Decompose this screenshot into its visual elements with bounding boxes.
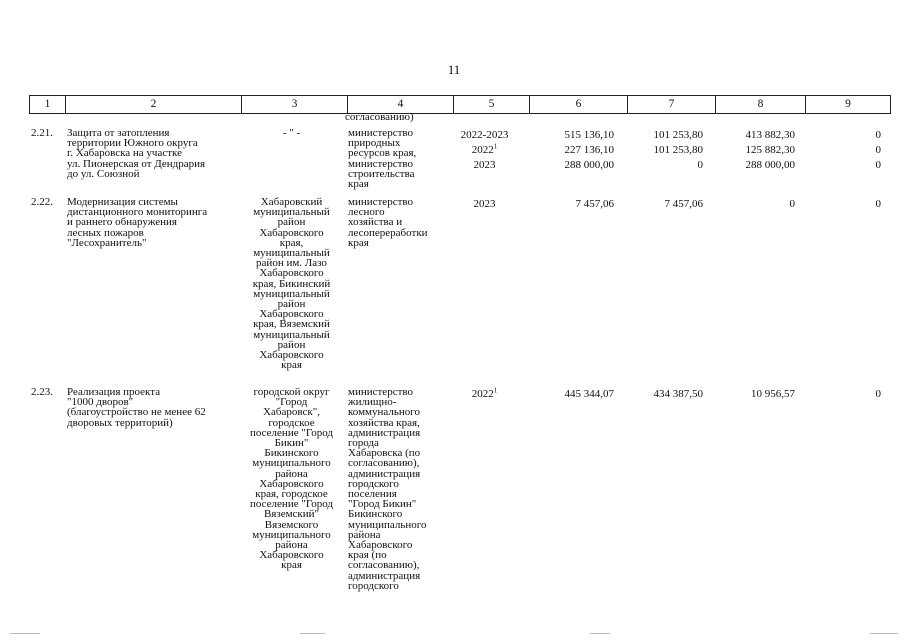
row-years: 2022-2023 2022$^1$ 2023: [460, 129, 509, 171]
row-col8: 10 956,57: [751, 388, 795, 400]
row-name: Модернизация системы дистанционного мониторинга и раннего обнаружения лесных пожаров "Лесохранитель": [67, 196, 208, 249]
header-col-1: 1: [30, 96, 66, 114]
row-number: 2.23.: [31, 386, 53, 398]
header-col-7: 7: [628, 96, 716, 114]
row-name: Реализация проекта "1000 дворов" (благоустройство не менее 62 дворовых территорий): [67, 386, 206, 429]
row-col9: 0: [875, 198, 881, 210]
row-col9: 0: [875, 388, 881, 400]
row-responsible: министерство жилищно- коммунального хозяйства края, администрация города Хабаровска (по согласованию), администрация городского поселения "Город Бикин" Бикинского муниципального района Хабаровского края (по согласованию), администрация городского: [348, 386, 427, 592]
row-executor: Хабаровский муниципальный район Хабаровского края, муниципальный район им. Лазо Хабаровского края, Бикинский муниципальный район Хабаровского края, Вяземский муниципальный район Хабаровского края: [252, 196, 331, 372]
row-col7: 101 253,80 101 253,80 0: [653, 129, 703, 171]
row-col7: 434 387,50: [653, 388, 703, 400]
header-col-4: 4: [348, 96, 454, 114]
header-col-9: 9: [806, 96, 891, 114]
header-col-6: 6: [530, 96, 628, 114]
row-years: 2023: [473, 198, 496, 210]
row-years: 2022$^1$: [471, 386, 498, 400]
row-number: 2.21.: [31, 127, 53, 139]
row-executor: городской округ "Город Хабаровск", городское поселение "Город Бикин" Бикинского муниципального района Хабаровского края, городское поселение "Город Вяземский" Вяземского муниципального района Хабаровского края: [250, 386, 333, 572]
header-col-3: 3: [242, 96, 348, 114]
row-col8: 413 882,30 125 882,30 288 000,00: [745, 129, 795, 171]
row-col6: 445 344,07: [564, 388, 614, 400]
row-name: Защита от затопления территории Южного округа г. Хабаровска на участке ул. Пионерская от Дендрария до ул. Союзной: [67, 127, 206, 180]
header-col-2: 2: [66, 96, 242, 114]
scan-artifacts: [0, 628, 908, 640]
row-col7: 7 457,06: [664, 198, 703, 210]
row-responsible: министерство природных ресурсов края, министерство строительства края: [348, 127, 417, 191]
row-col6: 7 457,06: [575, 198, 614, 210]
row-col9: 0 0 0: [875, 129, 881, 171]
row-number: 2.22.: [31, 196, 53, 208]
row-responsible: министерство лесного хозяйства и лесопереработки края: [348, 196, 428, 249]
continued-text: согласованию): [345, 111, 414, 123]
header-col-5: 5: [454, 96, 530, 114]
page-number: 11: [447, 62, 461, 77]
row-col6: 515 136,10 227 136,10 288 000,00: [564, 129, 614, 171]
header-col-8: 8: [716, 96, 806, 114]
row-executor: - " -: [282, 127, 301, 139]
table-header: [29, 95, 891, 114]
row-col8: 0: [789, 198, 795, 210]
